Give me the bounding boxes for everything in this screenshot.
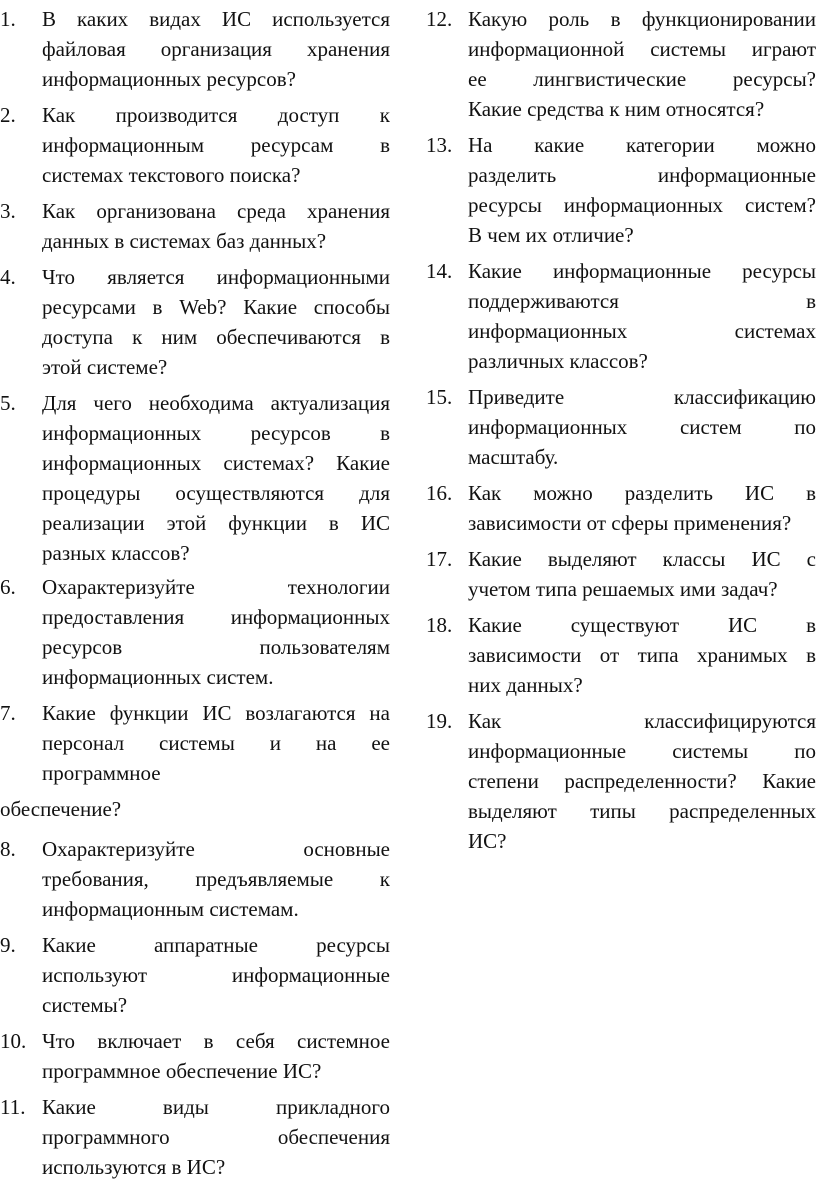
question-line: Какие средства к ним относятся? (468, 97, 765, 121)
question-item (426, 382, 816, 472)
question-text (42, 572, 390, 692)
question-line: используют информационные (42, 963, 390, 987)
question-line: ресурсы информационных систем? (468, 193, 816, 217)
question-line: информационных ресурсов в (42, 421, 390, 445)
question-line: ИС? (468, 829, 507, 853)
question-line: Какие существуют ИС в (468, 613, 816, 637)
question-line: программное обеспечение ИС? (42, 1059, 322, 1083)
question-line: информационных ресурсов? (42, 67, 296, 91)
question-line: масштабу. (468, 445, 559, 469)
question-line: требования, предъявляемые к (42, 867, 390, 891)
question-line: программного обеспечения (42, 1125, 390, 1149)
question-line: используются в ИС? (42, 1155, 226, 1179)
question-line: информационным ресурсам в (42, 133, 390, 157)
question-number: 8. (0, 837, 16, 861)
question-number: 12. (426, 7, 453, 31)
question-line: данных в системах баз данных? (42, 229, 327, 253)
question-line: Как производится доступ к (42, 103, 390, 127)
question-text (42, 100, 390, 190)
question-number: 10. (0, 1029, 27, 1053)
question-line: Как можно разделить ИС в (468, 481, 816, 505)
question-item (0, 698, 390, 821)
question-line: реализации этой функции в ИС (42, 511, 390, 535)
question-line: учетом типа решаемых ими задач? (468, 577, 778, 601)
question-line: Что включает в себя системное (42, 1029, 390, 1053)
question-line: Какую роль в функционировании (468, 7, 816, 31)
question-item (426, 544, 816, 604)
question-number: 11. (0, 1095, 26, 1119)
question-item (0, 930, 390, 1020)
question-item (426, 478, 816, 538)
question-number: 4. (0, 265, 16, 289)
question-line: системах текстового поиска? (42, 163, 301, 187)
question-line: ее лингвистические ресурсы? (468, 67, 816, 91)
question-line: информационных систем. (42, 665, 274, 689)
question-line: системы? (42, 993, 128, 1017)
question-line: ресурсами в Web? Какие способы (42, 295, 390, 319)
question-number: 19. (426, 709, 453, 733)
question-text (468, 610, 816, 700)
question-item (426, 610, 816, 700)
question-line: разделить информационные (468, 163, 816, 187)
question-line: информационных системах (468, 319, 816, 343)
question-item (0, 1092, 390, 1182)
question-line: информационные системы по (468, 739, 816, 763)
question-line: Что является информационными (42, 265, 390, 289)
question-line: Для чего необходима актуализация (42, 391, 390, 415)
question-number: 5. (0, 391, 16, 415)
question-line: зависимости от типа хранимых в (468, 643, 816, 667)
question-line: Как организована среда хранения (42, 199, 390, 223)
question-item (0, 388, 390, 568)
question-line: На какие категории можно (468, 133, 816, 157)
question-line: ресурсов пользователям (42, 635, 390, 659)
question-item (0, 262, 390, 382)
question-line: степени распределенности? Какие (468, 769, 816, 793)
question-line: выделяют типы распределенных (468, 799, 816, 823)
question-text (468, 478, 816, 538)
question-number: 13. (426, 133, 453, 157)
question-line: файловая организация хранения (42, 37, 390, 61)
question-number: 17. (426, 547, 453, 571)
question-number: 18. (426, 613, 453, 637)
question-line: информационных систем по (468, 415, 816, 439)
question-text (42, 1092, 390, 1182)
question-text (468, 130, 816, 250)
question-line: программное (42, 761, 161, 785)
question-item (0, 834, 390, 924)
question-text (42, 930, 390, 1020)
question-line: В каких видах ИС используется (42, 7, 390, 31)
question-line: информационным системам. (42, 897, 299, 921)
question-line: предоставления информационных (42, 605, 390, 629)
question-number: 7. (0, 701, 16, 725)
question-item (0, 100, 390, 190)
question-number: 3. (0, 199, 16, 223)
question-number: 6. (0, 575, 16, 599)
question-text (42, 834, 390, 924)
question-line: зависимости от сферы применения? (468, 511, 792, 535)
question-text (42, 698, 390, 788)
question-text (42, 388, 390, 568)
question-line: различных классов? (468, 349, 648, 373)
question-line: Какие аппаратные ресурсы (42, 933, 390, 957)
question-line: Как классифицируются (468, 709, 816, 733)
question-text (468, 4, 816, 124)
question-item (426, 706, 816, 856)
question-line: Какие виды прикладного (42, 1095, 390, 1119)
question-line: Какие информационные ресурсы (468, 259, 816, 283)
question-line: разных классов? (42, 541, 190, 565)
question-text (468, 256, 816, 376)
question-text (42, 196, 390, 256)
question-line: информационных системах? Какие (42, 451, 390, 475)
question-number: 16. (426, 481, 453, 505)
question-line: Какие выделяют классы ИС с (468, 547, 816, 571)
question-line: поддерживаются в (468, 289, 816, 313)
question-item (0, 572, 390, 692)
question-text (42, 262, 390, 382)
question-line: персонал системы и на ее (42, 731, 390, 755)
question-line: Охарактеризуйте технологии (42, 575, 390, 599)
question-line: них данных? (468, 673, 583, 697)
question-line: процедуры осуществляются для (42, 481, 390, 505)
question-text (468, 544, 816, 604)
question-line: Охарактеризуйте основные (42, 837, 390, 861)
question-number: 2. (0, 103, 16, 127)
question-line: Приведите классификацию (468, 385, 816, 409)
question-text (42, 1026, 390, 1086)
question-item (0, 1026, 390, 1086)
question-item (0, 196, 390, 256)
question-item (426, 4, 816, 124)
question-text (468, 382, 816, 472)
question-line: этой системе? (42, 355, 168, 379)
question-text (468, 706, 816, 856)
question-text (42, 4, 390, 94)
question-number: 15. (426, 385, 453, 409)
question-number: 9. (0, 933, 16, 957)
question-item (426, 256, 816, 376)
question-continuation: обеспечение? (0, 797, 122, 821)
question-item (0, 4, 390, 94)
question-line: Какие функции ИС возлагаются на (42, 701, 390, 725)
question-line: доступа к ним обеспечиваются в (42, 325, 390, 349)
question-item (426, 130, 816, 250)
question-number: 14. (426, 259, 453, 283)
question-line: В чем их отличие? (468, 223, 634, 247)
question-number: 1. (0, 7, 16, 31)
question-line: информационной системы играют (468, 37, 816, 61)
